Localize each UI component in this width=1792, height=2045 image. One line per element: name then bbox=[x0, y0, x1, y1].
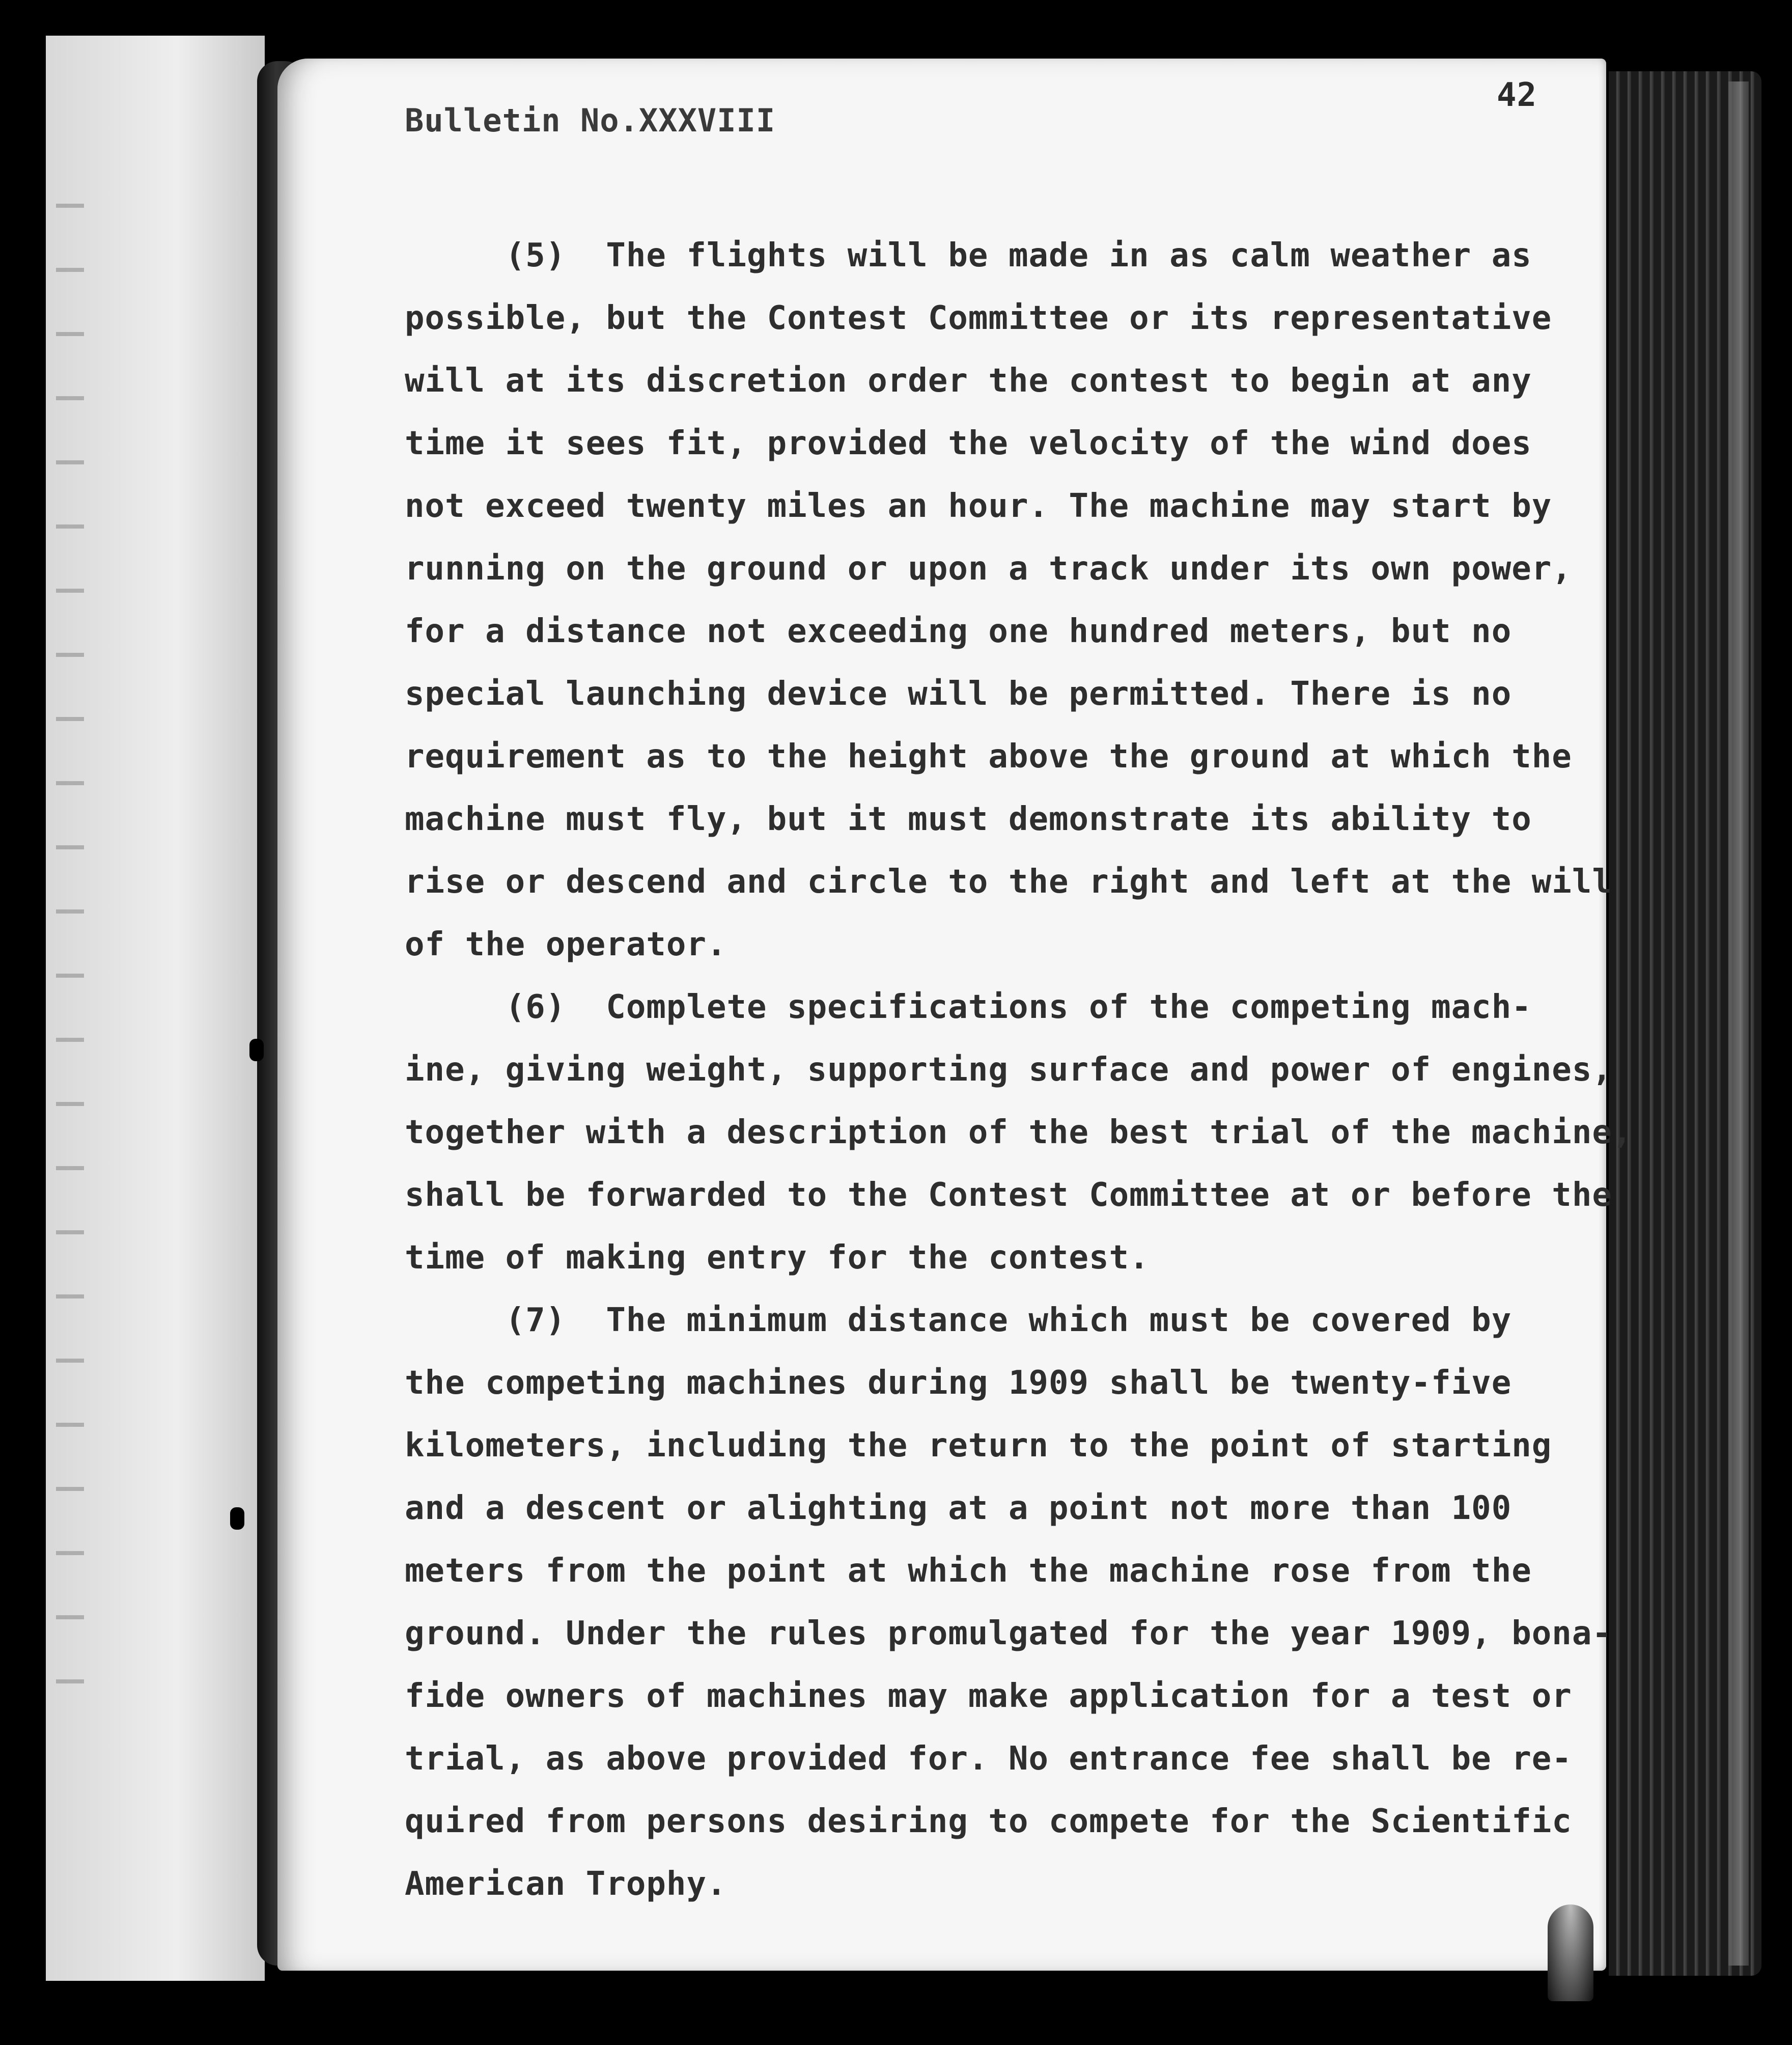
text-line: ine, giving weight, supporting surface and power of engines, bbox=[405, 1051, 1612, 1089]
bookmark-ribbon bbox=[1548, 1904, 1593, 2001]
text-line: the competing machines during 1909 shall be twenty-five bbox=[405, 1364, 1512, 1402]
text-line: time it sees fit, provided the velocity of the wind does bbox=[405, 425, 1532, 462]
text-line: meters from the point at which the machine rose from the bbox=[405, 1552, 1532, 1590]
text-line: for a distance not exceeding one hundred meters, but no bbox=[405, 613, 1512, 650]
text-line: running on the ground or upon a track under its own power, bbox=[405, 550, 1572, 588]
page-number: 42 bbox=[1497, 76, 1537, 114]
text-line: trial, as above provided for. No entrance fee shall be re- bbox=[405, 1740, 1572, 1778]
text-line: will at its discretion order the contest to begin at any bbox=[405, 362, 1532, 400]
text-line: together with a description of the best trial of the machine, bbox=[405, 1114, 1633, 1151]
text-line: of the operator. bbox=[405, 926, 727, 963]
text-line: (6) Complete specifications of the competing mach- bbox=[405, 988, 1532, 1026]
text-line: quired from persons desiring to compete for the Scientific bbox=[405, 1803, 1572, 1840]
binding-stitch bbox=[230, 1507, 244, 1530]
text-line: kilometers, including the return to the point of starting bbox=[405, 1427, 1552, 1464]
facing-page-bleed-marks bbox=[56, 204, 102, 1744]
text-line: (7) The minimum distance which must be covered by bbox=[405, 1302, 1512, 1339]
binding-stitch bbox=[249, 1039, 264, 1061]
text-line: not exceed twenty miles an hour. The machine may start by bbox=[405, 487, 1552, 525]
page-edges-highlight bbox=[1728, 81, 1749, 1966]
text-line: American Trophy. bbox=[405, 1865, 727, 1903]
text-line: requirement as to the height above the ground at which the bbox=[405, 738, 1572, 776]
text-line: special launching device will be permitted. There is no bbox=[405, 675, 1512, 713]
text-line: ground. Under the rules promulgated for the year 1909, bona- bbox=[405, 1615, 1612, 1652]
text-line: machine must fly, but it must demonstrate its ability to bbox=[405, 800, 1532, 838]
text-line: and a descent or alighting at a point not more than 100 bbox=[405, 1489, 1512, 1527]
bulletin-header: Bulletin No.XXXVIII bbox=[405, 102, 776, 139]
text-line: shall be forwarded to the Contest Committee at or before the bbox=[405, 1176, 1612, 1214]
text-line: rise or descend and circle to the right and left at the will bbox=[405, 863, 1612, 901]
text-line: fide owners of machines may make application for a test or bbox=[405, 1677, 1572, 1715]
text-line: (5) The flights will be made in as calm weather as bbox=[405, 237, 1532, 274]
text-line: possible, but the Contest Committee or its representative bbox=[405, 299, 1552, 337]
text-line: time of making entry for the contest. bbox=[405, 1239, 1150, 1277]
